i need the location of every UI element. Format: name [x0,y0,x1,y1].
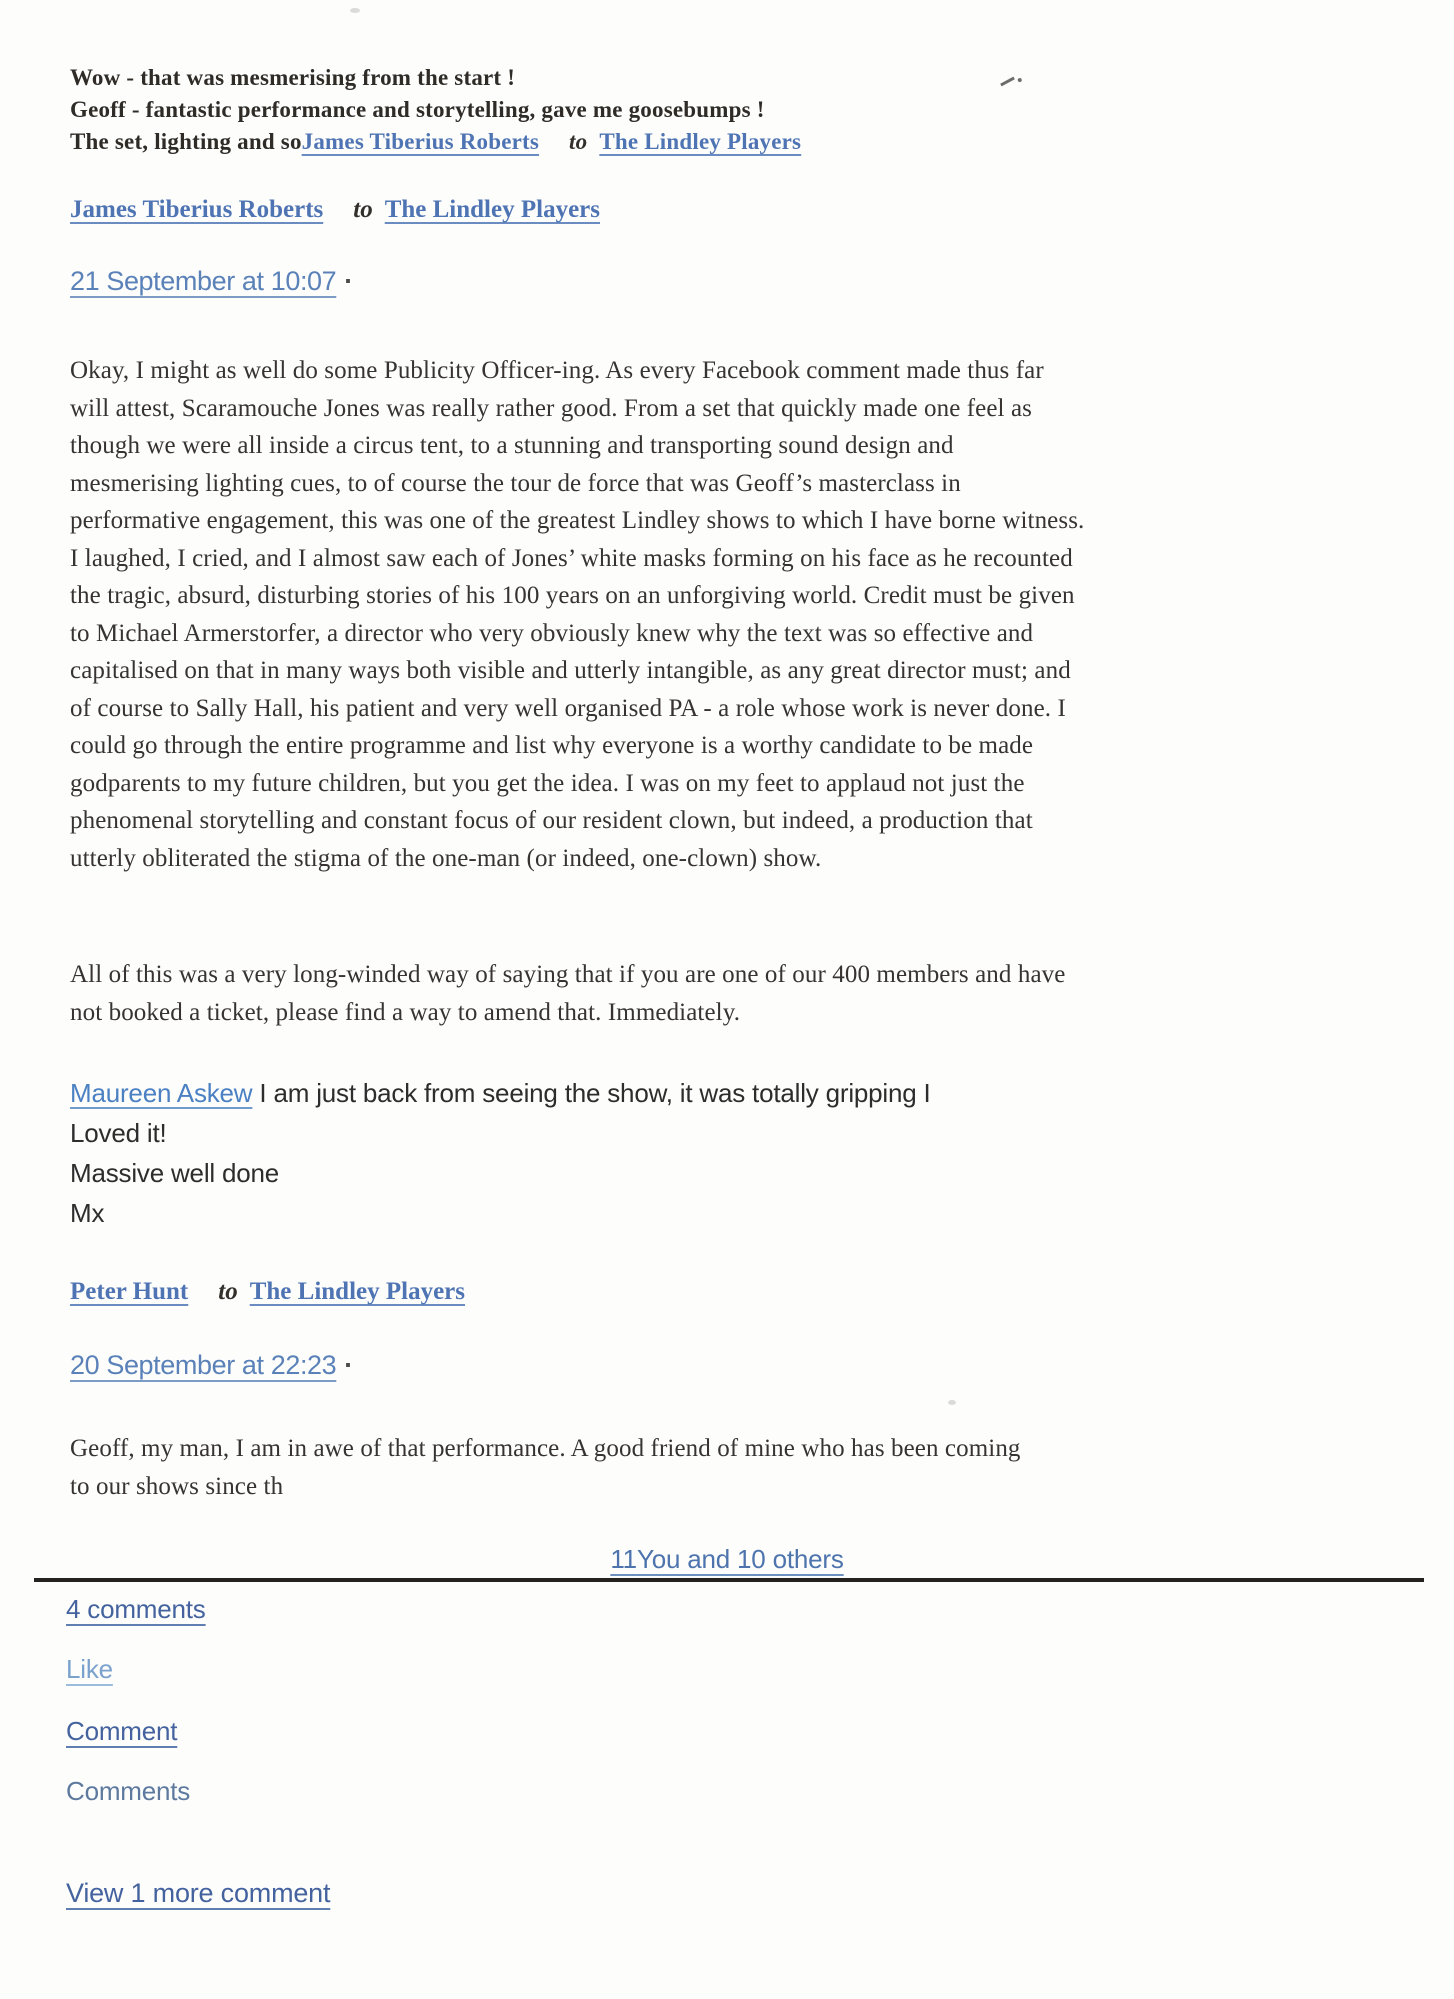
post2-to-label: to [218,1278,238,1305]
comments-section-label: Comments [66,1776,191,1806]
comment-line-4: Mx [70,1198,105,1228]
post2-group-link[interactable]: The Lindley Players [249,1278,466,1305]
post1-to-label: to [353,196,373,223]
view-more-comments-link[interactable]: View 1 more comment [66,1878,331,1908]
post1-top-comment [70,1073,1370,1233]
post1-body-paragraph2: All of this was a very long-winded way of saying that if you are one of our 400 members and have not booked a ticket, please find a way to amend that. Immediately. [70,961,1066,1026]
post2-timestamp-dot: · [344,1350,353,1380]
likes-count: 11 [610,1544,637,1574]
comment-line-2: Loved it! [70,1118,167,1148]
like-row [66,1654,113,1685]
likes-row [0,1544,1454,1575]
scan-smudge-top [350,8,360,13]
post1-timestamp-row [70,266,353,297]
post1-timestamp-dot: · [344,266,353,296]
view-more-row [66,1878,330,1909]
post1-timestamp-link[interactable]: 21 September at 10:07 [70,266,337,296]
scan-artifact-tick [1000,77,1015,87]
comment-text: I am just back from seeing the show, it was totally gripping I [252,1078,931,1108]
comment-line-1 [70,1073,1370,1113]
to-label-inline: to [569,129,588,154]
post2-body: Geoff, my man, I am in awe of that performance. A good friend of mine who has been coming to our shows since th [70,1435,1021,1500]
scan-smudge-mid [948,1400,956,1405]
comment-line-3: Massive well done [70,1158,280,1188]
quote-line-2: Geoff - fantastic performance and storytelling, gave me goosebumps ! [70,97,765,122]
comment-row [66,1716,177,1747]
quote-line-3-text: The set, lighting and so [70,129,302,154]
like-button[interactable]: Like [66,1654,113,1684]
post2-byline [70,1278,465,1306]
post1-group-link[interactable]: The Lindley Players [384,196,600,223]
likes-summary-link[interactable] [610,1544,843,1574]
post2-timestamp-row [70,1350,353,1381]
post2-timestamp-link[interactable]: 20 September at 22:23 [70,1350,337,1380]
post1-author-link[interactable]: James Tiberius Roberts [70,196,324,223]
post1-body-paragraph1: Okay, I might as well do some Publicity Officer-ing. As every Facebook comment made thus far will attest, Scaramouche Jones was really rather good. From a set that quickly made one feel as though we were all inside a circus tent, to a stunning and transporting sound design and mesmerising lighting cues, to of course the tour de force that was Geoff’s masterclass in performative engagement, this was one of the greatest Lindley shows to which I have borne witness. I laughed, I cried, and I almost saw each of Jones’ white masks forming on his face as he recounted the tragic, absurd, disturbing stories of his 100 years on an unforgiving world. Credit must be given to Michael Armerstorfer, a director who very obviously knew why the text was so effective and capitalised on that in many ways both visible and utterly intangible, as any great director must; and of course to Sally Hall, his patient and very well organised PA - a role whose work is never done. I could go through the entire programme and list why everyone is a worthy candidate to be made godparents to my future children, but you get the idea. I was on my feet to applaud not just the phenomenal storytelling and constant focus of our resident clown, but indeed, a production that utterly obliterated the stigma of the one-man (or indeed, one-clown) show. [70,357,1085,872]
post1-byline [70,196,600,224]
comment-author-link[interactable]: Maureen Askew [70,1078,253,1108]
comments-count-row [66,1594,206,1625]
author-link-inline[interactable]: James Tiberius Roberts [301,129,540,154]
quote-line-3 [70,126,801,158]
likes-label: You and 10 others [636,1544,844,1574]
comment-button[interactable]: Comment [66,1716,178,1746]
quote-line-1: Wow - that was mesmerising from the start ! [70,65,516,90]
post-footer-divider [34,1578,1424,1582]
post2-author-link[interactable]: Peter Hunt [70,1278,189,1305]
quoted-review-block [70,62,801,158]
group-link-inline[interactable]: The Lindley Players [599,129,802,154]
comments-count-link[interactable]: 4 comments [66,1594,206,1624]
